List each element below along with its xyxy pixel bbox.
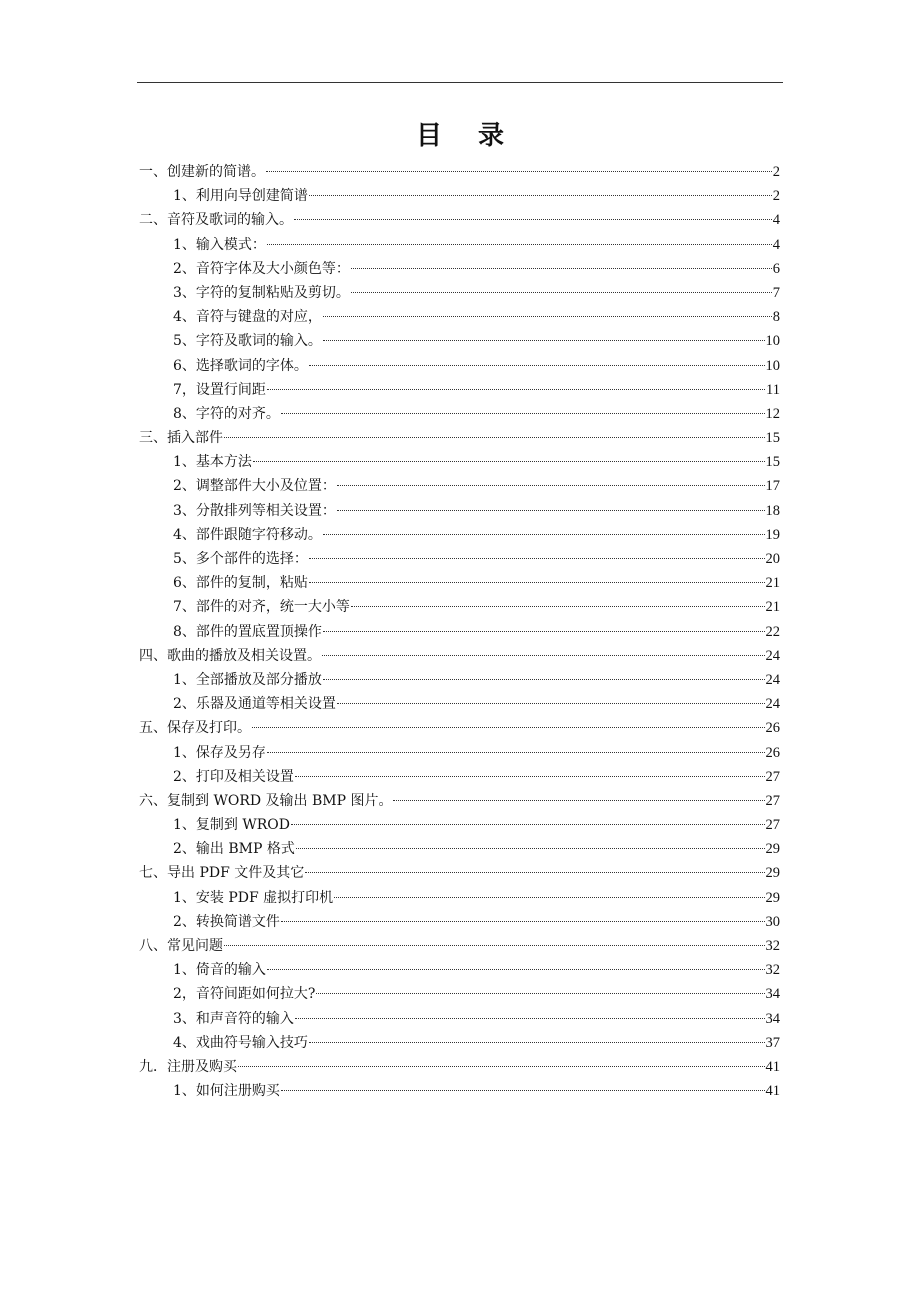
toc-entry-label: 3、分散排列等相关设置： xyxy=(173,502,336,519)
toc-dot-leader xyxy=(294,219,772,220)
toc-chapter-entry[interactable] xyxy=(139,160,780,184)
toc-entry-label: 三、插入部件 xyxy=(139,430,223,447)
toc-page-number: 29 xyxy=(765,865,780,882)
toc-page-number: 6 xyxy=(772,260,780,277)
toc-dot-leader xyxy=(337,510,765,511)
toc-entry-label: 四、歌曲的播放及相关设置。 xyxy=(139,647,321,664)
toc-section-entry[interactable] xyxy=(139,257,780,281)
toc-entry-label: 4、部件跟随字符移动。 xyxy=(173,526,322,543)
toc-page-number: 30 xyxy=(765,913,780,930)
toc-dot-leader xyxy=(334,897,764,898)
toc-dot-leader xyxy=(281,1090,765,1091)
toc-dot-leader xyxy=(291,824,765,825)
toc-section-entry[interactable] xyxy=(139,499,780,523)
toc-entry-label: 2、音符字体及大小颜色等： xyxy=(173,260,350,277)
toc-page-number: 27 xyxy=(765,792,780,809)
toc-entry-label: 4、戏曲符号输入技巧 xyxy=(173,1034,308,1051)
toc-section-entry[interactable] xyxy=(139,765,780,789)
toc-entry-label: 1、基本方法 xyxy=(173,454,252,471)
toc-dot-leader xyxy=(323,631,765,632)
toc-dot-leader xyxy=(323,340,765,341)
toc-page-number: 29 xyxy=(765,841,780,858)
toc-entry-label: 2、调整部件大小及位置： xyxy=(173,478,336,495)
toc-entry-label: 5、字符及歌词的输入。 xyxy=(173,333,322,350)
toc-dot-leader xyxy=(281,921,765,922)
toc-page-number: 24 xyxy=(765,696,780,713)
toc-page-number: 21 xyxy=(765,599,780,616)
toc-entry-label: 1、安装 PDF 虚拟打印机 xyxy=(173,889,334,906)
toc-dot-leader xyxy=(295,1018,765,1019)
toc-entry-label: 8、字符的对齐。 xyxy=(173,405,280,422)
toc-dot-leader xyxy=(296,848,765,849)
toc-entry-label: 5、多个部件的选择： xyxy=(173,551,308,567)
toc-page-number: 27 xyxy=(765,768,780,785)
toc-section-entry[interactable] xyxy=(139,1079,780,1103)
toc-page-number: 4 xyxy=(772,236,780,253)
toc-entry-label: 2、打印及相关设置 xyxy=(173,768,294,785)
toc-dot-leader xyxy=(337,485,765,486)
toc-dot-leader xyxy=(309,365,765,366)
toc-section-entry[interactable] xyxy=(139,450,780,474)
toc-page-number: 19 xyxy=(765,526,780,543)
toc-entry-label: 二、音符及歌词的输入。 xyxy=(139,212,293,229)
toc-entry-label: 五、保存及打印。 xyxy=(139,720,251,737)
toc-entry-label: 6、部件的复制，粘贴 xyxy=(173,575,308,592)
toc-entry-label: 2、转换简谱文件 xyxy=(173,913,280,930)
toc-page-number: 12 xyxy=(765,405,780,422)
toc-entry-label: 4、音符与键盘的对应， xyxy=(173,309,322,326)
toc-entry-label: 1、全部播放及部分播放 xyxy=(173,671,322,688)
toc-page-number: 17 xyxy=(765,478,780,495)
toc-section-entry[interactable] xyxy=(139,474,780,498)
toc-section-entry[interactable] xyxy=(139,595,780,619)
toc-title: 目录 xyxy=(415,121,540,151)
toc-section-entry[interactable] xyxy=(139,668,780,692)
toc-dot-leader xyxy=(224,945,765,946)
toc-chapter-entry[interactable] xyxy=(139,208,780,232)
toc-section-entry[interactable] xyxy=(139,523,780,547)
toc-section-entry[interactable] xyxy=(139,184,780,208)
toc-page-number: 15 xyxy=(765,454,780,471)
toc-section-entry[interactable] xyxy=(139,813,780,837)
toc-chapter-entry[interactable] xyxy=(139,1055,780,1079)
toc-page-number: 27 xyxy=(765,817,780,834)
toc-entry-label: 七、导出 PDF 文件及其它 xyxy=(139,865,305,882)
toc-section-entry[interactable] xyxy=(139,1031,780,1055)
toc-section-entry[interactable] xyxy=(139,547,780,571)
toc-section-entry[interactable] xyxy=(139,571,780,595)
toc-page-number: 2 xyxy=(772,188,780,205)
toc-section-entry[interactable] xyxy=(139,958,780,982)
toc-chapter-entry[interactable] xyxy=(139,934,780,958)
toc-section-entry[interactable] xyxy=(139,692,780,716)
toc-dot-leader xyxy=(309,195,772,196)
toc-entry-label: 6、选择歌词的字体。 xyxy=(173,357,308,374)
toc-dot-leader xyxy=(309,582,765,583)
toc-dot-leader xyxy=(281,413,765,414)
toc-page-number: 26 xyxy=(765,744,780,761)
toc-page-number: 34 xyxy=(765,986,780,1003)
toc-page-number: 11 xyxy=(766,381,780,398)
toc-entry-label: 2、乐器及通道等相关设置 xyxy=(173,696,336,713)
toc-section-entry[interactable] xyxy=(139,402,780,426)
toc-page-number: 15 xyxy=(765,430,780,447)
toc-section-entry[interactable] xyxy=(139,910,780,934)
toc-page-number: 26 xyxy=(765,720,780,737)
toc-entry-label: 3、字符的复制粘贴及剪切。 xyxy=(173,284,350,301)
toc-entry-label: 六、复制到 WORD 及输出 BMP 图片。 xyxy=(139,792,393,809)
table-of-contents xyxy=(139,160,780,1103)
toc-dot-leader xyxy=(316,993,764,994)
toc-page-number: 10 xyxy=(765,357,780,374)
toc-page-number: 18 xyxy=(765,502,780,519)
toc-page-number: 24 xyxy=(765,671,780,688)
toc-section-entry[interactable] xyxy=(139,1007,780,1031)
toc-dot-leader xyxy=(224,437,765,438)
toc-dot-leader xyxy=(337,703,765,704)
toc-section-entry[interactable] xyxy=(139,378,780,402)
toc-section-entry[interactable] xyxy=(139,233,780,257)
toc-entry-label: 8、部件的置底置顶操作 xyxy=(173,623,322,640)
toc-dot-leader xyxy=(267,752,765,753)
toc-section-entry[interactable] xyxy=(139,886,780,910)
toc-entry-label: 九．注册及购买 xyxy=(139,1058,237,1075)
toc-entry-label: 一、创建新的简谱。 xyxy=(139,164,265,180)
toc-entry-label: 7、部件的对齐，统一大小等 xyxy=(173,599,350,616)
toc-page-number: 32 xyxy=(765,962,780,979)
toc-dot-leader xyxy=(267,389,765,390)
toc-page-number: 29 xyxy=(765,889,780,906)
toc-page-number: 21 xyxy=(765,575,780,592)
toc-dot-leader xyxy=(253,461,765,462)
toc-dot-leader xyxy=(295,776,765,777)
toc-page-number: 8 xyxy=(772,309,780,326)
toc-section-entry[interactable] xyxy=(139,620,780,644)
toc-page-number: 41 xyxy=(765,1058,780,1075)
toc-page-number: 20 xyxy=(765,551,780,567)
toc-dot-leader xyxy=(267,969,765,970)
toc-dot-leader xyxy=(267,244,772,245)
toc-page-number: 41 xyxy=(765,1083,780,1100)
toc-entry-label: 1、复制到 WROD xyxy=(173,817,290,834)
toc-page-number: 32 xyxy=(765,938,780,954)
toc-entry-label: 7，设置行间距 xyxy=(173,381,266,398)
toc-section-entry[interactable] xyxy=(139,354,780,378)
toc-chapter-entry[interactable] xyxy=(139,716,780,740)
toc-page-number: 4 xyxy=(772,212,780,229)
toc-dot-leader xyxy=(266,171,772,172)
toc-page-number: 2 xyxy=(772,164,780,180)
toc-entry-label: 1、输入模式： xyxy=(173,236,266,253)
toc-section-entry[interactable] xyxy=(139,281,780,305)
toc-dot-leader xyxy=(305,872,764,873)
toc-dot-leader xyxy=(323,316,772,317)
toc-dot-leader xyxy=(309,1042,765,1043)
toc-dot-leader xyxy=(322,655,765,656)
toc-page-number: 24 xyxy=(765,647,780,664)
toc-section-entry[interactable] xyxy=(139,982,780,1006)
header-rule xyxy=(137,82,783,83)
toc-entry-label: 1、保存及另存 xyxy=(173,744,266,761)
toc-entry-label: 八、常见问题 xyxy=(139,938,223,954)
toc-section-entry[interactable] xyxy=(139,305,780,329)
toc-dot-leader xyxy=(238,1066,765,1067)
toc-entry-label: 2，音符间距如何拉大? xyxy=(173,986,316,1003)
toc-page-number: 22 xyxy=(765,623,780,640)
toc-page-number: 10 xyxy=(765,333,780,350)
toc-entry-label: 1、利用向导创建简谱 xyxy=(173,188,308,205)
toc-section-entry[interactable] xyxy=(139,741,780,765)
toc-chapter-entry[interactable] xyxy=(139,644,780,668)
toc-page-number: 34 xyxy=(765,1010,780,1027)
toc-dot-leader xyxy=(323,679,765,680)
toc-entry-label: 1、如何注册购买 xyxy=(173,1083,280,1100)
toc-dot-leader xyxy=(393,800,764,801)
toc-dot-leader xyxy=(351,606,765,607)
toc-dot-leader xyxy=(309,558,765,559)
toc-dot-leader xyxy=(351,268,772,269)
toc-page-number: 7 xyxy=(772,284,780,301)
toc-page-number: 37 xyxy=(765,1034,780,1051)
toc-entry-label: 3、和声音符的输入 xyxy=(173,1010,294,1027)
toc-chapter-entry[interactable] xyxy=(139,426,780,450)
toc-chapter-entry[interactable] xyxy=(139,861,780,885)
toc-entry-label: 1、倚音的输入 xyxy=(173,962,266,979)
toc-dot-leader xyxy=(252,727,765,728)
toc-chapter-entry[interactable] xyxy=(139,789,780,813)
toc-section-entry[interactable] xyxy=(139,837,780,861)
toc-entry-label: 2、输出 BMP 格式 xyxy=(173,841,295,858)
toc-section-entry[interactable] xyxy=(139,329,780,353)
toc-dot-leader xyxy=(351,292,772,293)
toc-dot-leader xyxy=(323,534,765,535)
